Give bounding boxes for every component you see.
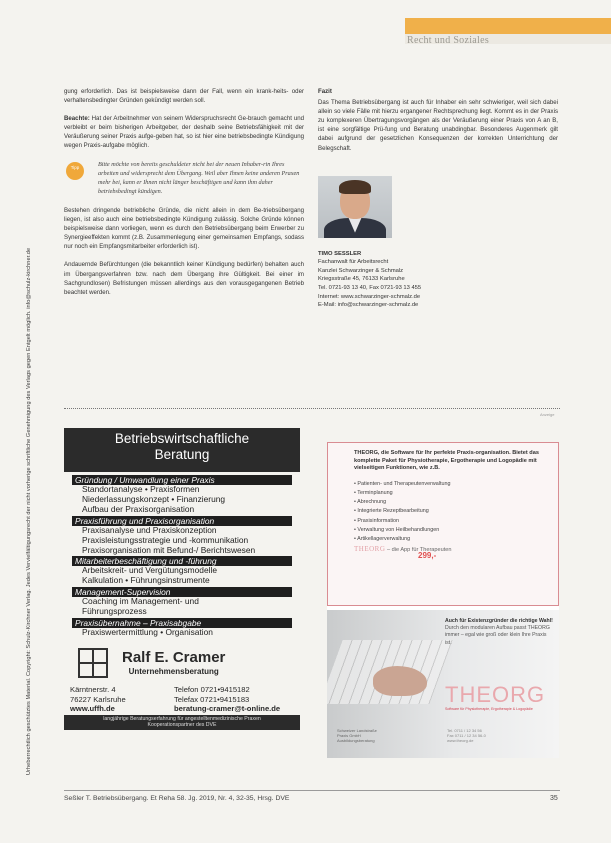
ad-item: Führungsprozess [82, 606, 147, 617]
ad-item: Aufbau der Praxisorganisation [82, 503, 195, 514]
theorg-small-logo: THEORG [354, 545, 386, 554]
paragraph-3: Bestehen dringende betriebliche Gründe, die nicht allein in dem Be-triebsübergang liegen, ist also auch eine betriebsbedingte Kündigung zulässig. Solche Gründe können beispielsweise dann vorliegen, wenn es durch den Betriebsübergang beim Erwerber zu Synergieeffekten kommt (z.B. Zusammenlegung einer gemeinsamen Empfangs, sodass nur noch ein Empfangsmitarbeiter erforderlich ist). [64, 206, 304, 251]
author-mail[interactable]: E-Mail: info@schwarzinger-schmalz.de [318, 302, 419, 309]
ad-firm-sub: Unternehmensberatung [128, 667, 219, 677]
ad-firm [64, 648, 300, 678]
ad-theorg-bottom [327, 610, 559, 758]
address-line: Praxis GmbH [337, 733, 361, 739]
ad-category: Praxisübernahme – Praxisabgabe [72, 618, 292, 628]
author-name: TIMO SESSLER [318, 250, 362, 257]
right-column [318, 87, 558, 310]
ad-web[interactable]: www.uffh.de [70, 704, 115, 714]
contact-line: Tel. 0711 / 12 34 56 [447, 728, 482, 733]
page-number: 35 [550, 795, 558, 802]
note-lead: Beachte: [64, 115, 90, 123]
ad-item: Niederlassungskonzept • Finanzierung [82, 493, 226, 504]
feature-item: • Verwaltung von Heilbehandlungen [354, 526, 548, 535]
ad-item: Standortanalyse • Praxisformen [82, 484, 200, 494]
ad-title-line-1: Betriebswirtschaftliche [114, 431, 250, 446]
paragraph-4: Andauernde Befürchtungen (die bekanntlich keiner Kündigung bedürfen) behalten auch im Übergangsverfahren bzw. nach dem Übergang ihre Gültigkeit. Bei einer im Sachgrundlosen) Befristungen müssen allerdings aus den vorausgegangenen Betrieb beachtet werden. [64, 261, 304, 296]
tip-text: Bitte möchte von bereits geschuldeter nicht bei der neuen Inhaber-rin Ihres arbeiten und widersprecht dem Übergang. Weil aber Ihnen keine anderen Praxen mehr bei, kann er Ihnen nicht länger beschäftigen und kann ihm daher betriebsbedingt kündigen. [98, 160, 300, 195]
ad-firm-name: Ralf E. Cramer [122, 649, 226, 667]
ad-fax: Telefax 0721•9415183 [174, 694, 250, 704]
feature-item: • Artikellagerverwaltung [354, 535, 548, 544]
ad-theorg-address [337, 728, 377, 744]
feature-item: • Integrierte Rezeptbearbeitung [354, 507, 548, 516]
ad-theorg [327, 442, 559, 758]
ad-category: Management-Supervision [72, 587, 292, 597]
tip-box [64, 160, 304, 196]
window-logo-icon [78, 648, 108, 678]
paragraph-2 [64, 114, 304, 150]
app-text: – die App für Therapeuten [385, 547, 452, 554]
ad-contact [64, 685, 300, 714]
ad-theorg-features [354, 480, 548, 544]
ad-category: Praxisführung und Praxisorganisation [72, 516, 292, 526]
ad-title-line-2: Beratung [154, 447, 210, 462]
hand-image [373, 666, 427, 696]
feature-item: • Patienten- und Therapeutenverwaltung [354, 480, 548, 489]
theorg-logo-sub: Software für Physiotherapie, Ergotherapie & Logopädie [445, 707, 533, 711]
price-badge: 299,- [418, 551, 437, 561]
contact-line: Fax 0711 / 12 34 56-0 [447, 733, 486, 739]
ad-item: Praxisleistungsstrategie und -kommunikation [82, 534, 249, 545]
author-firm: Kanzlei Schwarzinger & Schmalz [318, 267, 404, 274]
author-role: Fachanwalt für Arbeitsrecht [318, 259, 389, 266]
section-divider [64, 408, 560, 409]
feature-item: • Terminplanung [354, 489, 548, 498]
ad-theorg-top [327, 442, 559, 606]
fazit-heading: Fazit [318, 88, 332, 95]
contact-line[interactable]: www.theorg.de [447, 738, 474, 744]
address-line: Ausbildungsberatung [337, 738, 375, 744]
ad-service-list [64, 472, 300, 638]
ad-footer-line-1: langjährige Beratungserfahrung für angestelltenmedizinische Praxen [103, 715, 261, 722]
left-column [64, 87, 304, 297]
ad-footer [64, 715, 300, 730]
ad-item: Kalkulation • Führungsinstrumente [82, 575, 210, 586]
side-copyright: Urheberrechtlich geschütztes Material. Copyright: Schulz-Kirchner Verlag. Jedes Vervielfältigungsrecht der nicht vorherige schriftliche Genehmigung des Verlags gegen Entgelt möglich. info@schulz-kirchner.de [26, 247, 32, 775]
ad-item: Coaching im Management- und [82, 596, 199, 607]
ad-item: Arbeitskreit- und Vergütungsmodelle [82, 565, 218, 576]
ad-label: Anzeige [540, 412, 555, 417]
founder-text: Durch den modularen Aufbau passt THEORG immer – egal wie groß oder klein Ihre Praxis ist. [445, 625, 550, 646]
lightbulb-icon: Tipp [66, 162, 84, 180]
ad-footer-line-2: Kooperationspartner des DVE [147, 722, 217, 729]
ad-theorg-title: THEORG, die Software für Ihr perfekte Praxis-organisation. Bietet das komplette Paket für Physiotherapie, Ergotherapie und Logopädie mit vielseitigen Funktionen, wie z.B. [354, 450, 539, 472]
theorg-logo-text: THEORG [445, 682, 546, 707]
founder-heading: Auch für Existenzgründer die richtige Wahl! [445, 618, 553, 624]
section-title: Recht und Soziales [407, 35, 490, 46]
ad-category: Gründung / Umwandlung einer Praxis [72, 475, 292, 485]
ad-item: Praxisorganisation mit Befund-/ Berichtswesen [82, 544, 256, 555]
ad-category: Mitarbeiterbeschäftigung und -führung [72, 556, 292, 566]
ad-cramer [64, 428, 300, 757]
feature-item: • Abrechnung [354, 498, 548, 507]
ad-mail[interactable]: beratung-cramer@t-online.de [174, 704, 281, 714]
ad-tel: Telefon 0721•9415182 [174, 684, 250, 694]
author-street: Kriegsstraße 45, 76133 Karlsruhe [318, 276, 405, 283]
ad-cramer-title [64, 428, 300, 472]
address-line: Schweizer Landstraße [337, 728, 377, 733]
footer-divider [64, 790, 560, 791]
paragraph-1: gung erforderlich. Das ist beispielsweise dann der Fall, wenn ein krank-heits- oder verhaltensbedingter Gründen gekündigt werden soll. [64, 88, 304, 105]
footer-citation: Seßler T. Betriebsübergang. Et Reha 58. Jg. 2019, Nr. 4, 32-35, Hrsg. DVE [64, 795, 290, 802]
ad-item: Praxisanalyse und Praxiskonzeption [82, 524, 217, 535]
theorg-logo [445, 682, 553, 711]
ad-street: Kärntnerstr. 4 [70, 684, 116, 694]
author-tel: Tel. 0721-93 13 40, Fax 0721-93 13 455 [318, 285, 422, 292]
fazit-text: Das Thema Betriebsübergang ist auch für Inhaber ein sehr schwieriger, weil sich dabei allein so viele Fälle mit hierzu ergangener Rechtsprechung liegt. Kommt es in der Praxis zu komplexeren Übertragungsvorgängen als der Veräußerung einer Praxis von A an B, ist eine sorgfältige Prü-fung und Beratung unabdingbar. Besonderes Augenmerk gilt dabei aufgrund der gesetzlichen Konsequenzen der korrekten Unterrichtung der Belegschaft. [318, 99, 558, 152]
author-web[interactable]: Internet: www.schwarzinger-schmalz.de [318, 293, 421, 300]
ad-theorg-founder [445, 618, 553, 647]
author-info [318, 250, 558, 310]
ad-theorg-contact [447, 728, 486, 744]
ad-city: 76227 Karlsruhe [70, 694, 126, 704]
ad-item: Praxiswertermittlung • Organisation [82, 627, 213, 638]
author-photo [318, 176, 392, 238]
feature-item: • Praxisinformation [354, 517, 548, 526]
section-tab [405, 18, 611, 34]
note-text: Hat der Arbeitnehmer von seinem Widerspruchsrecht Ge-brauch gemacht und verbleibt er beim bisherigen Arbeitgeber, der deshalb seine Betriebsfähigkeit mit der Veräußerung seiner Praxis aufge-geben hat, so ist hier eine betriebsbedingte Kündigung wegen Praxis-aufgabe möglich. [64, 115, 304, 150]
